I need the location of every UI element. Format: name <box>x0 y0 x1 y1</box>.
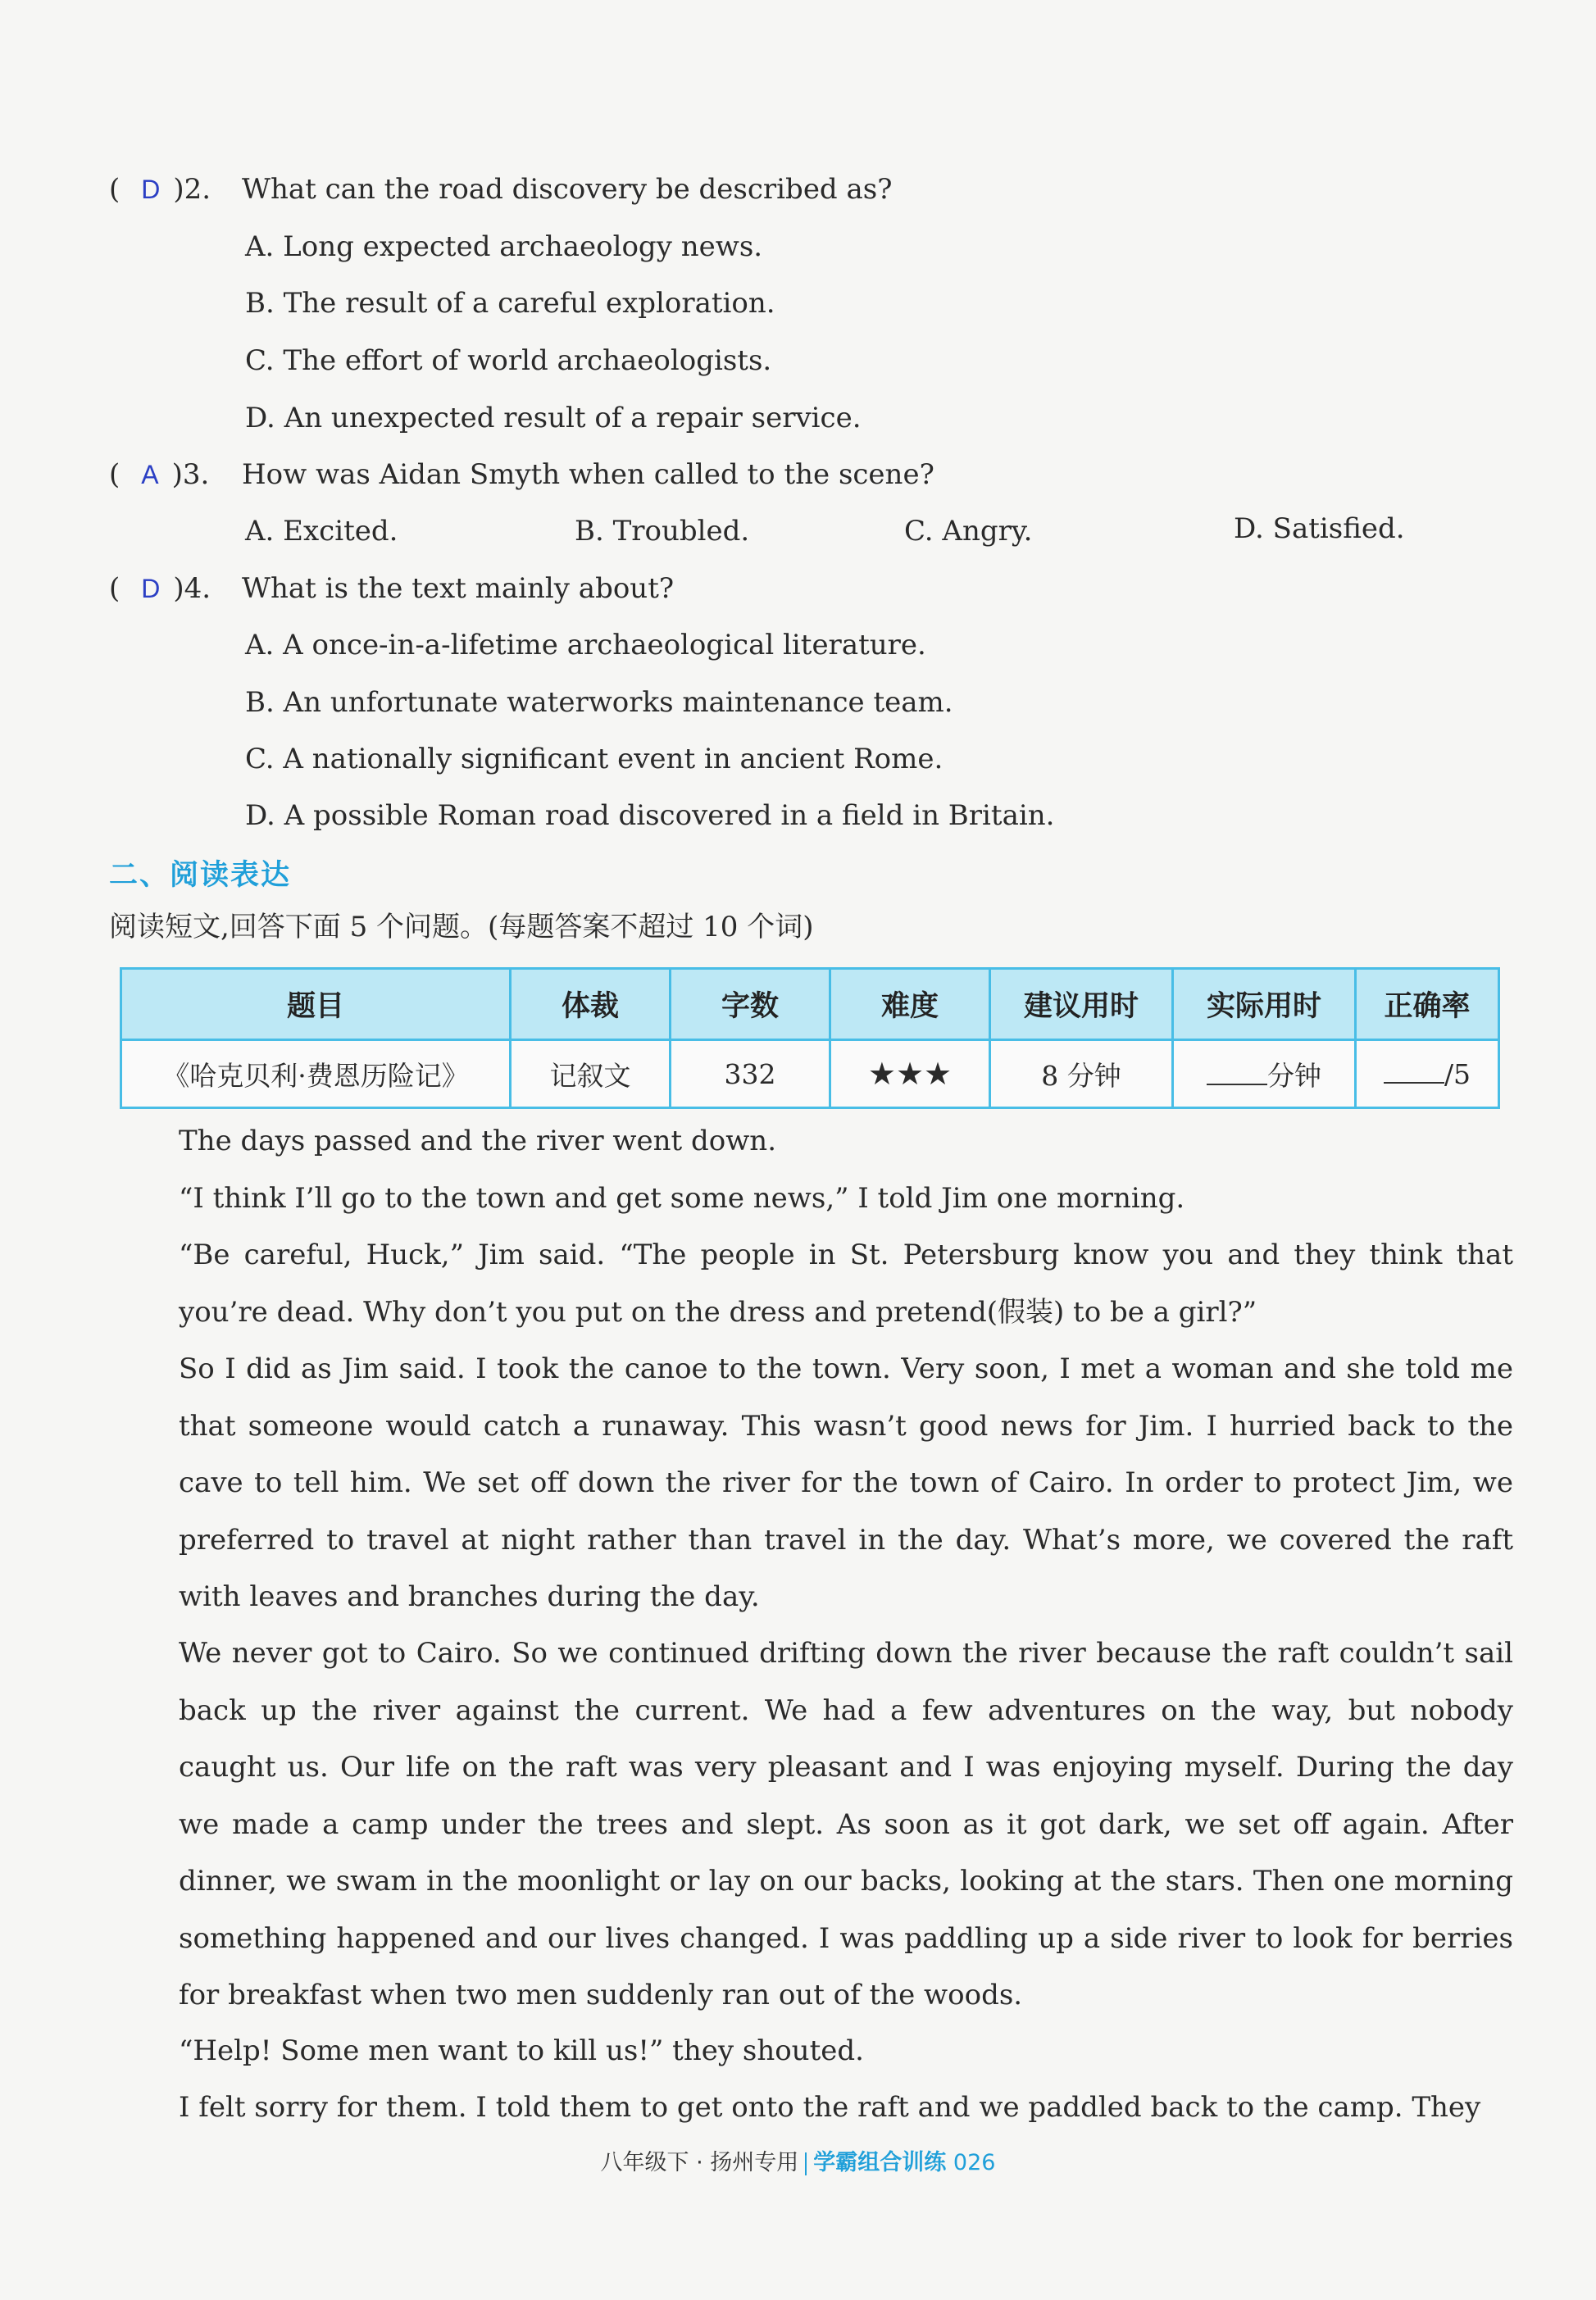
option-c: C. The effort of world archaeologists. <box>245 344 772 377</box>
option-b: B. The result of a careful exploration. <box>245 287 775 320</box>
option-a: A. Excited. <box>245 515 398 548</box>
table-row <box>121 1040 1499 1108</box>
option-d: D. A possible Roman road discovered in a field in Britain. <box>245 799 1055 832</box>
paragraph-text: “I think I’ll go to the town and get some news,” I told Jim one morning. <box>179 1182 1185 1215</box>
paragraph-text: We never got to Cairo. So we continued drifting down the river because the raft couldn’t sail back up the river against the current. We had a few adventures on the way, but nobody caught us. Our life on the raft was very pleasant and I was enjoying myself. During the day we made a camp under the trees and slept. As soon as it got dark, we set off again. After dinner, we swam in the moonlight or lay on our backs, looking at the stars. Then one morning something happened and our lives changed. I was paddling up a side river to look for berries for breakfast when two men suddenly ran out of the woods. <box>179 1637 1513 2011</box>
cell-title: 《哈克贝利·费恩历险记》 <box>121 1040 511 1108</box>
header-actual-time: 实际用时 <box>1173 969 1356 1040</box>
cell-suggested-time: 8 分钟 <box>990 1040 1173 1108</box>
passage-paragraph <box>111 2080 1513 2137</box>
accuracy-blank[interactable] <box>1384 1057 1444 1084</box>
reading-info-table <box>120 967 1500 1109</box>
question-text: How was Aidan Smyth when called to the scene? <box>242 458 934 491</box>
answer-bracket: ( D )2. <box>109 173 211 206</box>
question-number: 4 <box>184 572 202 605</box>
question-text: What can the road discovery be described as? <box>242 173 893 206</box>
section-instruction: 阅读短文,回答下面 5 个问题。(每题答案不超过 10 个词) <box>109 911 814 943</box>
paragraph-text: So I did as Jim said. I took the canoe to the town. Very soon, I met a woman and she told me that someone would catch a runaway. This wasn’t good news for Jim. I hurried back to the cave to tell him. We set off down the river for the town of Cairo. In order to protect Jim, we preferred to travel at night rather than travel in the day. What’s more, we covered the raft with leaves and branches during the day. <box>179 1352 1513 1613</box>
difficulty-stars: ★★★ <box>867 1056 953 1092</box>
option-a: A. Long expected archaeology news. <box>245 230 763 263</box>
page-number: 026 <box>953 2150 996 2175</box>
answer-mark: D <box>141 574 161 603</box>
option-d: D. Satisfied. <box>1234 512 1405 545</box>
option-a: A. A once-in-a-lifetime archaeological literature. <box>245 629 926 661</box>
cell-words: 332 <box>671 1040 830 1108</box>
answer-mark: D <box>141 175 161 204</box>
header-words: 字数 <box>671 969 830 1040</box>
passage-paragraph <box>111 1341 1513 1626</box>
question-number: 3 <box>182 458 201 491</box>
option-c: C. Angry. <box>904 515 1033 548</box>
question-2 <box>109 170 892 208</box>
header-difficulty: 难度 <box>830 969 990 1040</box>
page-footer <box>0 2144 1596 2176</box>
table-header-row <box>121 969 1499 1040</box>
answer-mark: A <box>141 460 159 489</box>
header-suggested-time: 建议用时 <box>990 969 1173 1040</box>
actual-time-unit: 分钟 <box>1267 1059 1321 1092</box>
answer-bracket: ( A )3. <box>109 458 210 491</box>
paragraph-text: I felt sorry for them. I told them to get onto the raft and we paddled back to the camp. They <box>179 2091 1481 2124</box>
passage-paragraph <box>111 1625 1513 2025</box>
header-genre: 体裁 <box>511 969 671 1040</box>
cell-genre: 记叙文 <box>511 1040 671 1108</box>
footer-grade: 八年级下 · 扬州专用 <box>600 2150 799 2175</box>
question-4 <box>109 570 674 607</box>
paragraph-text: “Help! Some men want to kill us!” they shouted. <box>179 2034 864 2067</box>
section-heading: 二、阅读表达 <box>109 859 292 892</box>
answer-bracket: ( D )4. <box>109 572 211 605</box>
option-c: C. A nationally significant event in ancient Rome. <box>245 743 944 775</box>
paragraph-text: “Be careful, Huck,” Jim said. “The people in St. Petersburg know you and they think that you’re dead. Why don’t you put on the dress and pretend(假装) to be a girl?” <box>179 1239 1513 1329</box>
paragraph-text: The days passed and the river went down. <box>179 1125 777 1157</box>
cell-accuracy <box>1356 1040 1499 1108</box>
cell-difficulty <box>830 1040 990 1108</box>
actual-time-blank[interactable] <box>1207 1059 1267 1085</box>
footer-divider <box>805 2152 807 2175</box>
passage-paragraph <box>111 1170 1513 1228</box>
question-3 <box>109 456 934 493</box>
question-number: 2 <box>184 173 202 206</box>
footer-brand: 学霸组合训练 <box>813 2150 947 2175</box>
cell-actual-time <box>1173 1040 1356 1108</box>
question-text: What is the text mainly about? <box>242 572 675 605</box>
passage-paragraph <box>111 1113 1513 1170</box>
header-accuracy: 正确率 <box>1356 969 1499 1040</box>
option-d: D. An unexpected result of a repair service. <box>245 402 862 434</box>
passage-paragraph <box>111 2023 1513 2080</box>
passage-paragraph <box>111 1227 1513 1341</box>
header-title: 题目 <box>121 969 511 1040</box>
option-b: B. Troubled. <box>575 515 750 548</box>
option-b: B. An unfortunate waterworks maintenance team. <box>245 686 953 719</box>
accuracy-suffix: /5 <box>1444 1058 1471 1090</box>
